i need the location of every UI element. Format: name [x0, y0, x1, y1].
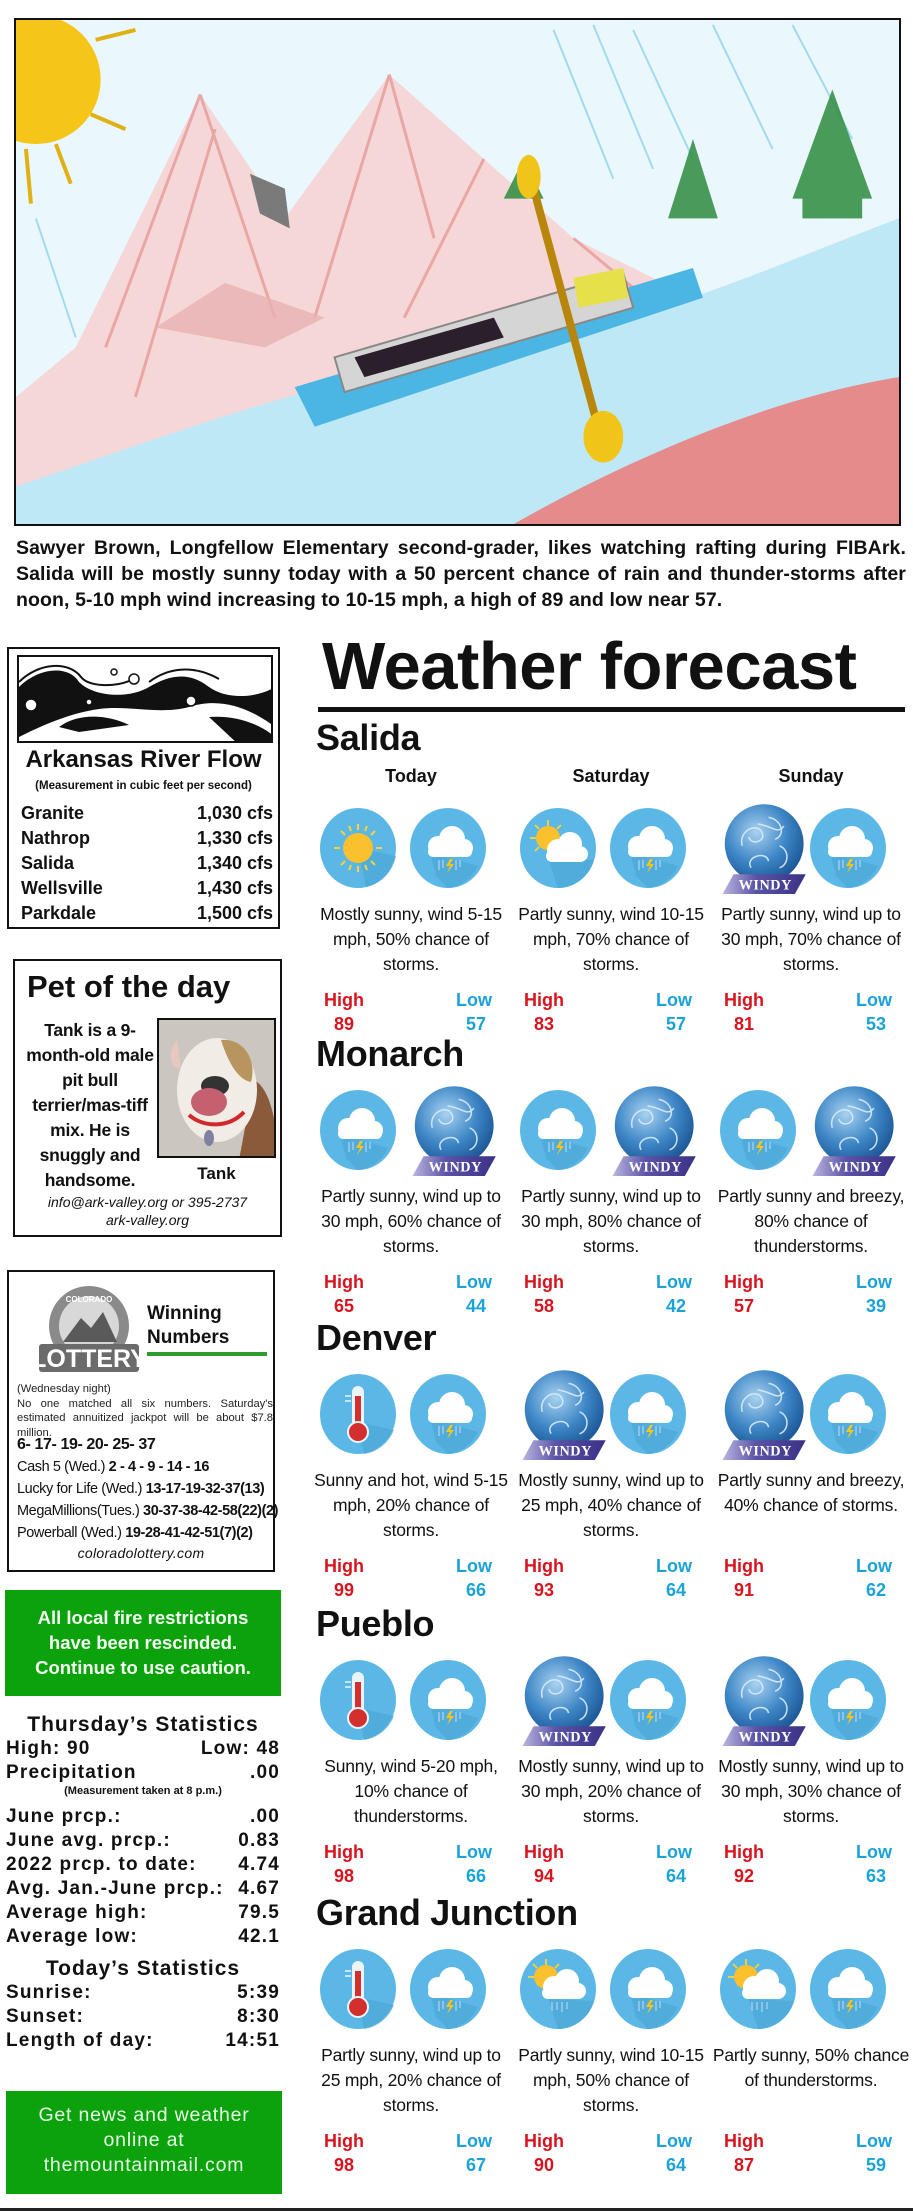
stat-label: Precipitation: [6, 1762, 137, 1783]
city-forecast-denver: [316, 1318, 913, 1598]
day-forecast: [716, 1034, 906, 1314]
game-label: Lucky for Life (Wed.): [17, 1481, 143, 1497]
city-forecast-salida: [316, 717, 913, 1034]
low-temp: 62: [865, 1580, 886, 1600]
storm-cloud-icon: [408, 1947, 488, 2031]
day-forecast: [316, 718, 506, 1034]
storm-cloud-icon: [808, 1658, 888, 1742]
forecast-description: Sunny and hot, wind 5-15 mph, 20% chance of storms.: [314, 1470, 508, 1540]
today-stats-title: Today’s Statistics: [45, 1957, 241, 1980]
high-temp: 98: [334, 1866, 355, 1886]
title-divider: [318, 707, 905, 712]
day-header: Today: [385, 766, 437, 786]
stat-label: June avg. prcp.:: [6, 1830, 171, 1851]
high-low-temps: [716, 990, 906, 1040]
day-forecast: [516, 1318, 706, 1598]
low-temp: 39: [865, 1296, 886, 1316]
low-temp: 44: [465, 1296, 486, 1316]
low-label: Low: [856, 1272, 892, 1292]
forecast-description: Partly sunny, wind up to 30 mph, 80% chance of storms.: [521, 1186, 701, 1256]
low-temp: 42: [665, 1296, 686, 1316]
stat-row: [6, 2029, 280, 2053]
weather-icons: [316, 1372, 506, 1462]
forecast-description: Partly sunny and breezy, 80% chance of thunderstorms.: [717, 1186, 905, 1256]
city-name: Grand Junction: [316, 1892, 578, 1933]
high-label: High: [324, 1272, 364, 1292]
flow-value-cell: 1,500 cfs: [196, 903, 273, 923]
low-label: Low: [456, 990, 492, 1010]
stat-value: 5:39: [237, 1982, 280, 2003]
low-temp: 66: [465, 1580, 486, 1600]
high-label: High: [524, 1842, 564, 1862]
stat-row: [6, 1853, 280, 1877]
high-label: High: [724, 1556, 764, 1576]
game-label: Powerball (Wed.): [17, 1525, 122, 1541]
location-cell: Wellsville: [21, 878, 103, 898]
flow-value-cell: 1,340 cfs: [196, 853, 273, 873]
location-cell: Granite: [21, 803, 85, 823]
low-label: Low: [456, 1272, 492, 1292]
high-label: High: [724, 2131, 764, 2151]
high-temp: 65: [334, 1296, 355, 1316]
high-temp: 83: [534, 1014, 555, 1034]
low-temp: 64: [665, 2155, 686, 2175]
low-label: Low: [656, 1556, 692, 1576]
low-label: Low: [856, 990, 892, 1010]
high-temp: 93: [534, 1580, 555, 1600]
high-low-temps: [316, 2131, 506, 2181]
weather-icons: [516, 1372, 706, 1462]
fire-restrictions-notice: [5, 1590, 281, 1696]
low-label: Low: [656, 2131, 692, 2151]
pet-photo: [157, 1018, 276, 1158]
lottery-jackpot-note: No one matched all six numbers. Saturday's estimated annuitized jackpot will be about $7.8 million.: [17, 1397, 273, 1439]
storm-cloud-icon: [808, 1372, 888, 1456]
high-low-temps: [516, 1556, 706, 1606]
lottery-night: (Wednesday night): [17, 1383, 111, 1395]
storm-cloud-icon: [608, 1658, 688, 1742]
child-drawing-illustration: [14, 18, 901, 526]
pet-contact: [15, 1193, 280, 1229]
game-label: MegaMillions(Tues.): [17, 1503, 140, 1519]
day-forecast: [316, 1893, 506, 2173]
high-temp: 91: [734, 1580, 755, 1600]
news-promo-box[interactable]: [6, 2091, 282, 2194]
stat-value: 4.67: [238, 1878, 280, 1899]
stat-value: 0.83: [238, 1830, 280, 1851]
high-low-temps: [716, 1272, 906, 1322]
stat-value: 42.1: [238, 1926, 280, 1947]
low-value: Low: 48: [200, 1738, 280, 1759]
table-row: [21, 876, 273, 901]
winning-numbers-heading: [147, 1302, 229, 1350]
colorado-lottery-logo: [37, 1284, 147, 1380]
low-label: Low: [456, 1842, 492, 1862]
weather-icons: [316, 1947, 506, 2037]
forecast-description: Sunny, wind 5-20 mph, 10% chance of thunderstorms.: [324, 1756, 498, 1826]
low-label: Low: [856, 1556, 892, 1576]
game-label: Cash 5 (Wed.): [17, 1459, 106, 1475]
weather-icons: [516, 1658, 706, 1748]
high-temp: 81: [734, 1014, 755, 1034]
forecast-description: Partly sunny, wind 10-15 mph, 70% chance of storms.: [518, 904, 704, 974]
low-label: Low: [856, 2131, 892, 2151]
low-label: Low: [656, 1842, 692, 1862]
storm-cloud-icon: [718, 1088, 798, 1172]
illustration-caption: Sawyer Brown, Longfellow Elementary second-grader, likes watching rafting during FIBArk. Salida will be mostly sunny today with a 50 percent chance of rain and thunder-storms after noon, 5-10 mph wind increasing to 10-15 mph, a high of 89 and low near 57.: [16, 537, 906, 611]
high-temp: 90: [534, 2155, 555, 2175]
flow-value-cell: 1,330 cfs: [196, 828, 273, 848]
windy-icon: [518, 1368, 606, 1460]
high-label: High: [324, 990, 364, 1010]
low-temp: 59: [865, 2155, 886, 2175]
high-low-temps: [316, 1272, 506, 1322]
storm-cloud-icon: [408, 1658, 488, 1742]
winning-heading-line1: Winning: [147, 1303, 222, 1324]
stat-label: Sunrise:: [6, 1982, 92, 2003]
high-label: High: [524, 1272, 564, 1292]
game-numbers: 30-37-38-42-58(22)(2): [143, 1503, 279, 1519]
stat-value: 8:30: [237, 2006, 280, 2027]
high-label: High: [724, 1842, 764, 1862]
measurement-note: (Measurement taken at 8 p.m.): [64, 1785, 222, 1797]
windy-icon: [608, 1084, 696, 1176]
weather-icons: [716, 1088, 906, 1178]
weather-icons: [316, 1658, 506, 1748]
high-temp: 89: [334, 1014, 355, 1034]
location-cell: Nathrop: [21, 828, 90, 848]
partly-sunny-rain-icon: [718, 1947, 798, 2031]
day-forecast: [316, 1318, 506, 1598]
storm-cloud-icon: [408, 806, 488, 890]
lotto-main-numbers: 6- 17- 19- 20- 25- 37: [17, 1436, 156, 1453]
lottery-website-link[interactable]: coloradolottery.com: [77, 1545, 205, 1561]
river-flow-table: [21, 801, 273, 926]
low-temp: 64: [665, 1866, 686, 1886]
high-low-row: [6, 1737, 280, 1761]
city-name: Denver: [316, 1317, 437, 1358]
high-label: High: [324, 2131, 364, 2151]
pet-name: Tank: [197, 1164, 236, 1183]
day-header: Sunday: [778, 766, 844, 786]
windy-icon: [718, 1368, 806, 1460]
weather-icons: [516, 1088, 706, 1178]
high-label: High: [324, 1556, 364, 1576]
news-promo-link[interactable]: themountainmail.com: [43, 2154, 245, 2176]
stat-label: Average low:: [6, 1926, 138, 1947]
day-forecast: [316, 1034, 506, 1314]
storm-cloud-icon: [318, 1088, 398, 1172]
location-cell: Parkdale: [21, 903, 97, 923]
fire-notice-line1: All local fire restrictions: [37, 1607, 249, 1628]
game-numbers: 13-17-19-32-37(13): [145, 1481, 265, 1497]
day-forecast: [516, 718, 706, 1034]
low-temp: 57: [465, 1014, 486, 1034]
table-row: [21, 901, 273, 926]
low-label: Low: [656, 990, 692, 1010]
green-divider: [147, 1352, 267, 1356]
windy-icon: [808, 1084, 896, 1176]
lottery-game-row: [17, 1481, 264, 1497]
city-forecast-monarch: [316, 1034, 913, 1314]
low-label: Low: [456, 1556, 492, 1576]
high-low-temps: [516, 1272, 706, 1322]
wave-decoration-icon: [17, 655, 273, 743]
day-forecast: [712, 1893, 910, 2175]
forecast-description: Partly sunny and breezy, 40% chance of storms.: [717, 1470, 905, 1515]
stat-value: .00: [249, 1762, 280, 1783]
day-header: Saturday: [572, 766, 650, 786]
day-forecast: [516, 1893, 706, 2173]
stat-row: [6, 1829, 280, 1853]
rafting-drawing-image: [16, 20, 899, 524]
stat-row: [6, 1877, 280, 1901]
stat-row: [6, 1981, 280, 2005]
game-numbers: 2 - 4 - 9 - 14 - 16: [108, 1459, 210, 1475]
forecast-description: Mostly sunny, wind 5-15 mph, 50% chance of storms.: [320, 904, 502, 974]
forecast-description: Partly sunny, 50% chance of thunderstorms.: [712, 2045, 910, 2090]
storm-cloud-icon: [608, 806, 688, 890]
river-flow-title: Arkansas River Flow: [25, 746, 262, 773]
windy-icon: [718, 802, 806, 894]
weather-icons: [716, 1658, 906, 1748]
city-name: Pueblo: [316, 1603, 435, 1644]
windy-icon: [718, 1654, 806, 1746]
stat-value: 79.5: [238, 1902, 280, 1923]
river-flow-box: [7, 647, 280, 929]
storm-cloud-icon: [518, 1088, 598, 1172]
high-temp: 92: [734, 1866, 755, 1886]
high-low-temps: [516, 990, 706, 1040]
thermometer-icon: [318, 1372, 398, 1456]
city-name: Monarch: [316, 1033, 464, 1074]
news-promo-line2: online at: [103, 2129, 185, 2151]
windy-icon: [408, 1084, 496, 1176]
fire-notice-line2: have been rescinded.: [48, 1632, 238, 1653]
high-low-temps: [516, 2131, 706, 2181]
high-temp: 58: [534, 1296, 555, 1316]
weather-icons: [516, 1947, 706, 2037]
fire-notice-line3: Continue to use caution.: [35, 1657, 251, 1678]
storm-cloud-icon: [408, 1372, 488, 1456]
city-name: Salida: [316, 717, 421, 758]
high-temp: 99: [334, 1580, 355, 1600]
high-low-temps: [316, 1556, 506, 1606]
partly-sunny-rain-icon: [518, 1947, 598, 2031]
city-forecast-pueblo: [316, 1604, 913, 1884]
low-label: Low: [656, 1272, 692, 1292]
weather-icons: [516, 806, 706, 896]
day-forecast: [316, 1604, 506, 1884]
low-temp: 53: [865, 1014, 886, 1034]
stat-value: 4.74: [238, 1854, 280, 1875]
thermometer-icon: [318, 1947, 398, 2031]
news-promo-line1: Get news and weather: [38, 2104, 250, 2126]
weather-icons: [716, 806, 906, 896]
stat-label: Avg. Jan.-June prcp.:: [6, 1878, 224, 1899]
thermometer-icon: [318, 1658, 398, 1742]
sun-icon: [318, 806, 398, 890]
forecast-description: Partly sunny, wind 10-15 mph, 50% chance of storms.: [518, 2045, 704, 2115]
forecast-description: Partly sunny, wind up to 30 mph, 70% chance of storms.: [721, 904, 901, 974]
high-temp: 98: [334, 2155, 355, 2175]
stat-row: [6, 2005, 280, 2029]
storm-cloud-icon: [808, 806, 888, 890]
high-temp: 87: [734, 2155, 755, 2175]
flow-value-cell: 1,430 cfs: [196, 878, 273, 898]
day-forecast: [516, 1034, 706, 1314]
high-low-temps: [716, 1556, 906, 1606]
weather-icons: [716, 1947, 906, 2037]
windy-icon: [518, 1654, 606, 1746]
winning-heading-line2: Numbers: [147, 1327, 230, 1348]
pet-title: Pet of the day: [27, 969, 231, 1004]
pet-description: Tank is a 9-month-old male pit bull terrier/mas-tiff mix. He is snuggly and handsome.: [26, 1020, 154, 1190]
weather-icons: [716, 1372, 906, 1462]
lottery-game-row: [17, 1525, 253, 1541]
storm-cloud-icon: [608, 1372, 688, 1456]
precipitation-row: [6, 1761, 280, 1785]
low-temp: 64: [665, 1580, 686, 1600]
table-row: [21, 826, 273, 851]
forecast-description: Partly sunny, wind up to 25 mph, 20% chance of storms.: [321, 2045, 501, 2115]
high-low-temps: [716, 2131, 906, 2181]
high-value: High: 90: [6, 1738, 91, 1759]
table-row: [21, 801, 273, 826]
stat-label: Length of day:: [6, 2030, 154, 2051]
high-label: High: [324, 1842, 364, 1862]
weather-forecast-title: Weather forecast: [322, 629, 857, 704]
lottery-logo-main-text: LOTTERY: [37, 1345, 147, 1373]
day-forecast: [716, 1604, 906, 1884]
day-forecast: [716, 718, 906, 1034]
flow-value-cell: 1,030 cfs: [196, 803, 273, 823]
high-low-temps: [516, 1842, 706, 1892]
day-forecast: [716, 1318, 906, 1598]
lottery-game-row: [17, 1503, 278, 1519]
low-label: Low: [456, 2131, 492, 2151]
forecast-description: Mostly sunny, wind up to 30 mph, 20% chance of storms.: [518, 1756, 704, 1826]
partly-sunny-icon: [518, 806, 598, 890]
pet-contact-website[interactable]: ark-valley.org: [106, 1212, 189, 1228]
low-temp: 67: [465, 2155, 486, 2175]
stat-row: [6, 1805, 280, 1829]
stat-value: 14:51: [225, 2030, 280, 2051]
stat-row: [6, 1901, 280, 1925]
forecast-description: Mostly sunny, wind up to 30 mph, 30% chance of storms.: [718, 1756, 904, 1826]
statistics-panel: [6, 1713, 280, 2053]
high-label: High: [524, 2131, 564, 2151]
lottery-note: [17, 1382, 273, 1440]
stat-label: June prcp.:: [6, 1806, 122, 1827]
forecast-description: Partly sunny, wind up to 30 mph, 60% chance of storms.: [321, 1186, 501, 1256]
stat-label: Sunset:: [6, 2006, 85, 2027]
low-label: Low: [856, 1842, 892, 1862]
pet-contact-email-phone[interactable]: info@ark-valley.org or 395-2737: [47, 1194, 248, 1210]
storm-cloud-icon: [608, 1947, 688, 2031]
river-flow-subtitle: (Measurement in cubic feet per second): [35, 780, 252, 792]
low-temp: 63: [865, 1866, 886, 1886]
high-low-temps: [716, 1842, 906, 1892]
lottery-box: [7, 1270, 279, 1572]
high-temp: 94: [534, 1866, 555, 1886]
stat-label: Average high:: [6, 1902, 148, 1923]
stat-value: .00: [249, 1806, 280, 1827]
stat-row: [6, 1925, 280, 1949]
day-forecast: [516, 1604, 706, 1884]
weather-icons: [316, 1088, 506, 1178]
high-low-temps: [316, 1842, 506, 1892]
high-temp: 57: [734, 1296, 755, 1316]
table-row: [21, 851, 273, 876]
high-label: High: [524, 1556, 564, 1576]
storm-cloud-icon: [808, 1947, 888, 2031]
game-numbers: 19-28-41-42-51(7)(2): [125, 1525, 253, 1541]
stat-label: 2022 prcp. to date:: [6, 1854, 197, 1875]
high-label: High: [724, 1272, 764, 1292]
low-temp: 57: [665, 1014, 686, 1034]
city-forecast-grand-junction: [316, 1893, 913, 2173]
high-label: High: [524, 990, 564, 1010]
thursday-stats-title: Thursday’s Statistics: [27, 1713, 259, 1736]
lottery-logo-top-text: COLORADO: [65, 1295, 113, 1304]
pet-of-the-day-box: [13, 959, 282, 1237]
low-temp: 66: [465, 1866, 486, 1886]
forecast-description: Mostly sunny, wind up to 25 mph, 40% chance of storms.: [518, 1470, 704, 1540]
high-label: High: [724, 990, 764, 1010]
weather-icons: [316, 806, 506, 896]
location-cell: Salida: [21, 853, 75, 873]
lottery-game-row: [17, 1459, 209, 1475]
